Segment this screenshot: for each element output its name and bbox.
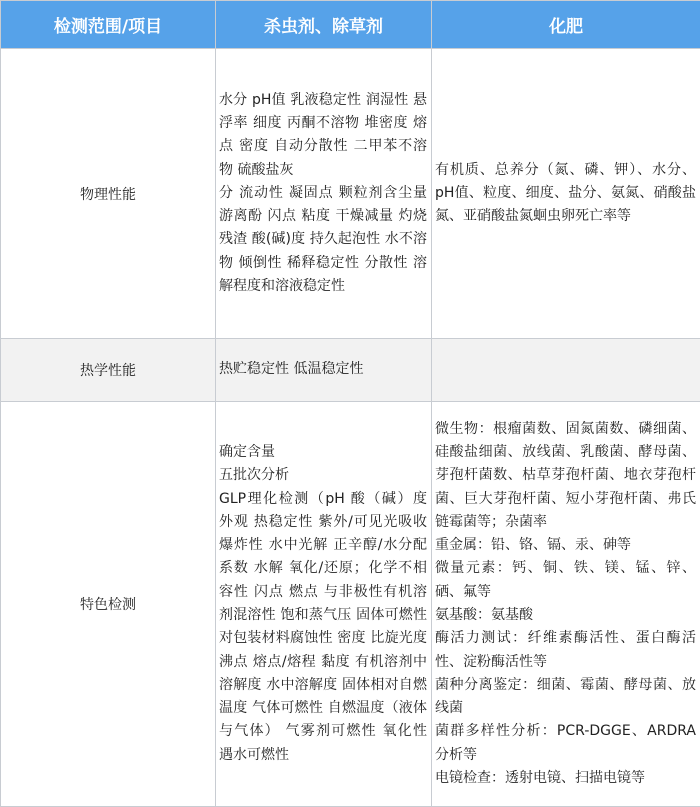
cell-line: 水分 pH值 乳液稳定性 润湿性 悬浮率 细度 丙酮不溶物 堆密度 熔点 密度 自动分散性 二甲苯不溶物 硫酸盐灰 [219, 89, 427, 182]
cell-line: 微生物：根瘤菌数、固氮菌数、磷细菌、硅酸盐细菌、放线菌、乳酸菌、酵母菌、芽孢杆菌数、枯草芽孢杆菌、地衣芽孢杆菌、巨大芽孢杆菌、短小芽孢杆菌、弗氏链霉菌等；杂菌率 [435, 418, 696, 534]
header-fertilizer: 化肥 [432, 1, 700, 49]
table-row-special [1, 402, 700, 807]
cell-line: GLP理化检测（pH 酸（碱）度 外观 热稳定性 紫外/可见光吸收 爆炸性 水中光解 正辛醇/水分配系数 水解 氧化/还原；化学不相容性 闪点 燃点 与非极性有机溶剂混溶性 饱和蒸气压 固体可燃性 对包装材料腐蚀性 密度 比旋光度 沸点 熔点/熔程 黏度 有机溶剂中溶解度 水中溶解度 固体相对自燃温度 气体可燃性 自燃温度（液体与气体） 气雾剂可燃性 氧化性 遇水可燃性 [219, 488, 427, 768]
cell-line: 电镜检查：透射电镜、扫描电镜等 [435, 767, 696, 790]
row-label-special: 特色检测 [1, 402, 216, 807]
cell-pesticide-physical [216, 49, 432, 339]
cell-line: 重金属：铅、铬、镉、汞、砷等 [435, 534, 696, 557]
row-label-physical: 物理性能 [1, 49, 216, 339]
table-row-thermal [1, 339, 700, 402]
cell-pesticide-special [216, 402, 432, 807]
table-row-physical [1, 49, 700, 339]
cell-line: 微量元素：钙、铜、铁、镁、锰、锌、硒、氟等 [435, 557, 696, 604]
cell-line: 热贮稳定性 低温稳定性 [219, 358, 427, 381]
header-row [1, 1, 700, 49]
cell-fertilizer-special [432, 402, 700, 807]
header-pesticide: 杀虫剂、除草剂 [216, 1, 432, 49]
cell-line: 菌种分离鉴定：细菌、霉菌、酵母菌、放线菌 [435, 674, 696, 721]
cell-pesticide-thermal [216, 339, 432, 402]
cell-fertilizer-physical [432, 49, 700, 339]
cell-line: 分 流动性 凝固点 颗粒剂含尘量 游离酚 闪点 粘度 干燥减量 灼烧残渣 酸(碱)度 持久起泡性 水不溶物 倾倒性 稀释稳定性 分散性 溶解程度和溶液稳定性 [219, 182, 427, 298]
cell-line: 酶活力测试：纤维素酶活性、蛋白酶活性、淀粉酶活性等 [435, 627, 696, 674]
cell-line: 有机质、总养分（氮、磷、钾）、水分、pH值、粒度、细度、盐分、氨氮、硝酸盐氮、亚硝酸盐氮蛔虫卵死亡率等 [435, 159, 696, 229]
cell-line: 五批次分析 [219, 464, 427, 487]
cell-line: 菌群多样性分析：PCR-DGGE、ARDRA分析等 [435, 720, 696, 767]
header-scope: 检测范围/项目 [1, 1, 216, 49]
row-label-thermal: 热学性能 [1, 339, 216, 402]
cell-line: 氨基酸：氨基酸 [435, 604, 696, 627]
cell-line: 确定含量 [219, 441, 427, 464]
cell-fertilizer-thermal [432, 339, 700, 402]
